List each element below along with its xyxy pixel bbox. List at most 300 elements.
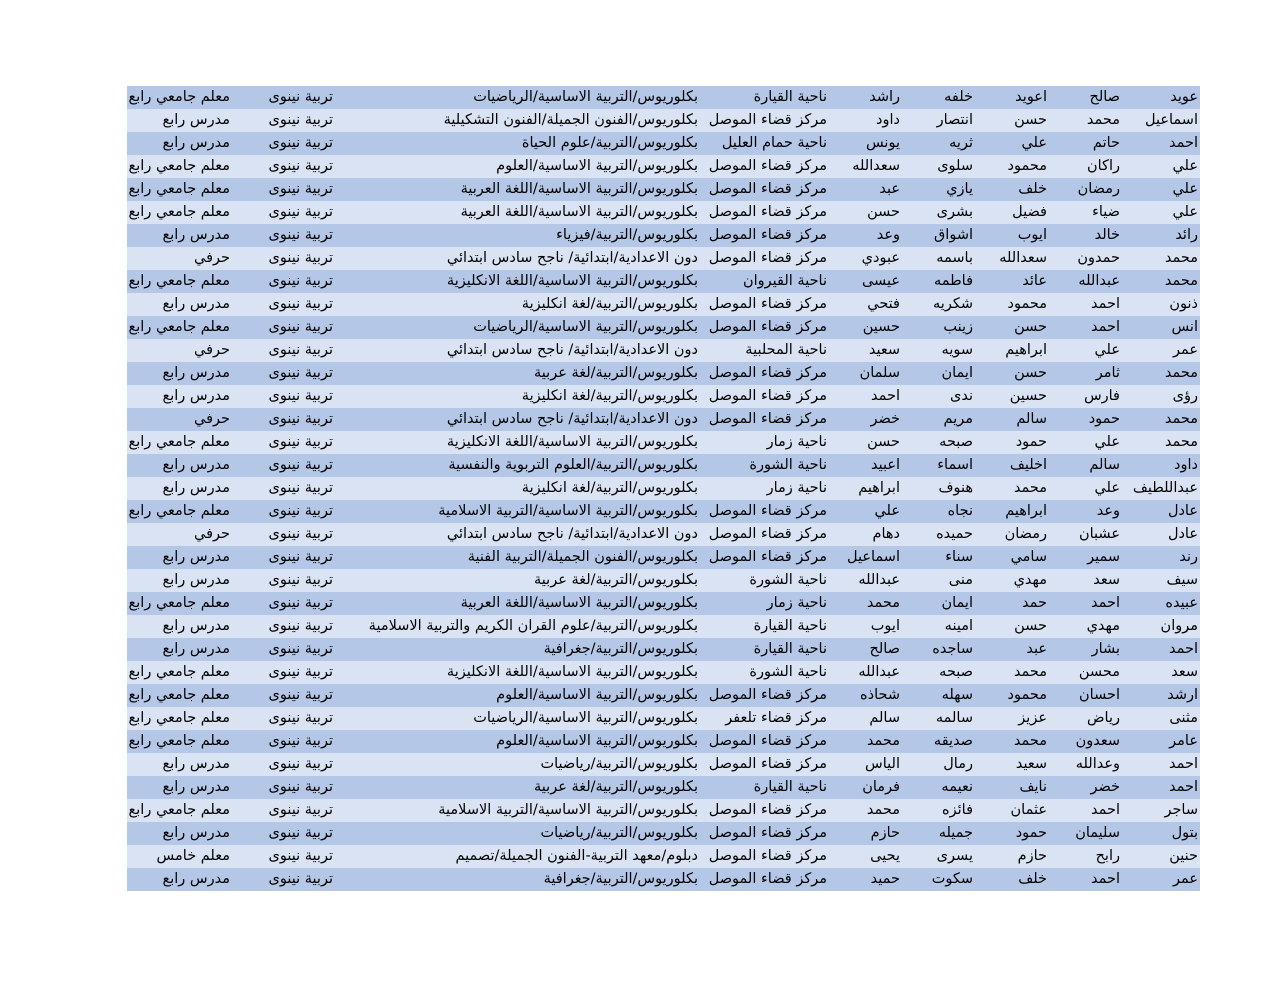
grandfather-name-cell: رمضان: [1004, 526, 1047, 542]
mother-father-name-cell: خضر: [870, 411, 900, 427]
first-name-cell: عبيده: [1165, 595, 1198, 611]
directorate-cell: تربية نينوى: [268, 503, 333, 519]
father-name-cell: محسن: [1078, 664, 1120, 680]
location-cell: مركز قضاء الموصل: [708, 848, 827, 864]
directorate-cell: تربية نينوى: [268, 434, 333, 450]
grandfather-name-cell: محمد: [1013, 480, 1047, 496]
grandfather-name-cell: علي: [1021, 135, 1047, 151]
mother-name-cell: ايمان: [941, 365, 973, 381]
grandfather-name-cell: سامي: [1010, 549, 1047, 565]
directorate-cell: تربية نينوى: [268, 480, 333, 496]
qualification-cell: بكلوريوس/التربية الاساسية/اللغة العربية: [460, 204, 698, 220]
mother-name-cell: نجاه: [947, 503, 973, 519]
grandfather-name-cell: ابراهيم: [1005, 503, 1047, 519]
mother-name-cell: صبحه: [939, 434, 973, 450]
qualification-cell: بكلوريوس/التربية الاساسية/العلوم: [496, 733, 698, 749]
qualification-cell: بكلوريوس/التربية/لغة انكليزية: [521, 296, 698, 312]
grandfather-name-cell: سعدالله: [999, 250, 1047, 266]
father-name-cell: ضياء: [1092, 204, 1120, 220]
location-cell: مركز قضاء الموصل: [708, 365, 827, 381]
qualification-cell: بكلوريوس/التربية الاساسية/التربية الاسلامية: [438, 503, 698, 519]
mother-name-cell: سكوت: [931, 871, 973, 887]
table-row: [127, 477, 1200, 500]
grandfather-name-cell: مهدي: [1013, 572, 1047, 588]
location-cell: ناحية القيارة: [753, 641, 827, 657]
grandfather-name-cell: اعويد: [1015, 89, 1047, 105]
grandfather-name-cell: حمود: [1015, 825, 1047, 841]
grandfather-name-cell: حسن: [1014, 365, 1047, 381]
mother-father-name-cell: راشد: [869, 89, 900, 105]
mother-father-name-cell: حسين: [862, 319, 900, 335]
mother-father-name-cell: ابراهيم: [858, 480, 900, 496]
first-name-cell: اسماعيل: [1145, 112, 1198, 128]
job-title-cell: مدرس رابع: [162, 549, 230, 565]
father-name-cell: سليمان: [1075, 825, 1120, 841]
table-row: [127, 592, 1200, 615]
father-name-cell: احمد: [1091, 296, 1120, 312]
mother-father-name-cell: سلمان: [859, 365, 900, 381]
location-cell: مركز قضاء الموصل: [708, 733, 827, 749]
job-title-cell: مدرس رابع: [162, 112, 230, 128]
table-row: [127, 270, 1200, 293]
job-title-cell: معلم جامعي رابع: [128, 181, 230, 197]
mother-name-cell: رمال: [943, 756, 973, 772]
mother-father-name-cell: شحاذه: [860, 687, 900, 703]
directorate-cell: تربية نينوى: [268, 204, 333, 220]
spreadsheet-table: [127, 86, 1200, 891]
job-title-cell: معلم خامس: [156, 848, 230, 864]
directorate-cell: تربية نينوى: [268, 641, 333, 657]
job-title-cell: مدرس رابع: [162, 572, 230, 588]
table-row: [127, 638, 1200, 661]
mother-father-name-cell: فرمان: [862, 779, 900, 795]
father-name-cell: مهدي: [1086, 618, 1120, 634]
table-row: [127, 316, 1200, 339]
mother-father-name-cell: عبد: [879, 181, 900, 197]
mother-name-cell: صديقه: [933, 733, 973, 749]
table-row: [127, 454, 1200, 477]
directorate-cell: تربية نينوى: [268, 273, 333, 289]
location-cell: ناحية زمار: [766, 480, 827, 496]
grandfather-name-cell: عائد: [1022, 273, 1047, 289]
directorate-cell: تربية نينوى: [268, 365, 333, 381]
directorate-cell: تربية نينوى: [268, 296, 333, 312]
qualification-cell: دون الاعدادية/ابتدائية/ ناجح سادس ابتدائي: [446, 342, 698, 358]
directorate-cell: تربية نينوى: [268, 825, 333, 841]
mother-name-cell: هنوف: [938, 480, 973, 496]
qualification-cell: بكلوريوس/التربية/لغة عربية: [534, 572, 698, 588]
location-cell: مركز قضاء الموصل: [708, 825, 827, 841]
job-title-cell: معلم جامعي رابع: [128, 802, 230, 818]
mother-father-name-cell: اعبيد: [870, 457, 900, 473]
table-row: [127, 339, 1200, 362]
mother-father-name-cell: الياس: [865, 756, 900, 772]
qualification-cell: بكلوريوس/التربية الاساسية/الرياضيات: [473, 89, 698, 105]
table-row: [127, 661, 1200, 684]
directorate-cell: تربية نينوى: [268, 112, 333, 128]
mother-father-name-cell: دهام: [872, 526, 900, 542]
qualification-cell: بكلوريوس/التربية الاساسية/اللغة الانكليزية: [446, 434, 698, 450]
father-name-cell: وعد: [1096, 503, 1120, 519]
first-name-cell: عادل: [1167, 503, 1198, 519]
father-name-cell: سالم: [1089, 457, 1120, 473]
directorate-cell: تربية نينوى: [268, 710, 333, 726]
mother-father-name-cell: علي: [874, 503, 900, 519]
mother-father-name-cell: سالم: [869, 710, 900, 726]
qualification-cell: بكلوريوس/التربية الاساسية/اللغة العربية: [460, 595, 698, 611]
father-name-cell: ثامر: [1095, 365, 1120, 381]
directorate-cell: تربية نينوى: [268, 526, 333, 542]
job-title-cell: مدرس رابع: [162, 457, 230, 473]
mother-father-name-cell: اسماعيل: [847, 549, 900, 565]
job-title-cell: حرفي: [194, 526, 230, 542]
mother-name-cell: فائزه: [942, 802, 973, 818]
father-name-cell: راكان: [1086, 158, 1120, 174]
job-title-cell: معلم جامعي رابع: [128, 595, 230, 611]
qualification-cell: بكلوريوس/التربية/لغة انكليزية: [521, 480, 698, 496]
location-cell: مركز قضاء الموصل: [708, 250, 827, 266]
table-row: [127, 109, 1200, 132]
table-row: [127, 569, 1200, 592]
grandfather-name-cell: سالم: [1016, 411, 1047, 427]
directorate-cell: تربية نينوى: [268, 250, 333, 266]
mother-name-cell: شكريه: [933, 296, 973, 312]
grandfather-name-cell: نايف: [1019, 779, 1047, 795]
location-cell: مركز قضاء الموصل: [708, 411, 827, 427]
location-cell: ناحية زمار: [766, 595, 827, 611]
location-cell: مركز قضاء الموصل: [708, 204, 827, 220]
location-cell: مركز قضاء تلعفر: [725, 710, 827, 726]
grandfather-name-cell: محمد: [1013, 664, 1047, 680]
father-name-cell: رابح: [1095, 848, 1120, 864]
father-name-cell: صالح: [1089, 89, 1120, 105]
location-cell: ناحية الشورة: [749, 457, 827, 473]
location-cell: مركز قضاء الموصل: [708, 871, 827, 887]
mother-name-cell: ايمان: [941, 595, 973, 611]
directorate-cell: تربية نينوى: [268, 411, 333, 427]
qualification-cell: بكلوريوس/التربية/جغرافية: [543, 641, 698, 657]
table-row: [127, 155, 1200, 178]
first-name-cell: احمد: [1169, 779, 1198, 795]
first-name-cell: رؤى: [1172, 388, 1198, 404]
job-title-cell: مدرس رابع: [162, 756, 230, 772]
directorate-cell: تربية نينوى: [268, 871, 333, 887]
father-name-cell: محمد: [1086, 112, 1120, 128]
mother-father-name-cell: يونس: [865, 135, 900, 151]
mother-name-cell: سالمه: [935, 710, 973, 726]
qualification-cell: دون الاعدادية/ابتدائية/ ناجح سادس ابتدائي: [446, 526, 698, 542]
first-name-cell: رائد: [1175, 227, 1198, 243]
job-title-cell: مدرس رابع: [162, 227, 230, 243]
mother-name-cell: سويه: [941, 342, 973, 358]
mother-name-cell: ندى: [950, 388, 973, 404]
qualification-cell: بكلوريوس/التربية/علوم الحياة: [521, 135, 698, 151]
table-row: [127, 707, 1200, 730]
father-name-cell: رياض: [1087, 710, 1120, 726]
father-name-cell: خضر: [1090, 779, 1120, 795]
grandfather-name-cell: حسن: [1014, 112, 1047, 128]
first-name-cell: محمد: [1164, 411, 1198, 427]
grandfather-name-cell: خلف: [1018, 871, 1047, 887]
table-row: [127, 822, 1200, 845]
mother-father-name-cell: سعيد: [868, 342, 900, 358]
directorate-cell: تربية نينوى: [268, 457, 333, 473]
father-name-cell: رمضان: [1077, 181, 1120, 197]
qualification-cell: بكلوريوس/التربية الاساسية/العلوم: [496, 687, 698, 703]
directorate-cell: تربية نينوى: [268, 158, 333, 174]
first-name-cell: مروان: [1160, 618, 1198, 634]
qualification-cell: بكلوريوس/التربية/لغة انكليزية: [521, 388, 698, 404]
father-name-cell: سمير: [1087, 549, 1120, 565]
job-title-cell: مدرس رابع: [162, 641, 230, 657]
first-name-cell: ساجر: [1164, 802, 1198, 818]
mother-name-cell: خلفه: [944, 89, 973, 105]
job-title-cell: معلم جامعي رابع: [128, 158, 230, 174]
father-name-cell: احمد: [1091, 319, 1120, 335]
qualification-cell: دون الاعدادية/ابتدائية/ ناجح سادس ابتدائي: [446, 411, 698, 427]
table-row: [127, 201, 1200, 224]
table-row: [127, 776, 1200, 799]
location-cell: ناحية المحلبية: [745, 342, 827, 358]
grandfather-name-cell: حمود: [1015, 434, 1047, 450]
directorate-cell: تربية نينوى: [268, 388, 333, 404]
grandfather-name-cell: حمد: [1022, 595, 1047, 611]
qualification-cell: دون الاعدادية/ابتدائية/ ناجح سادس ابتدائي: [446, 250, 698, 266]
first-name-cell: مثنى: [1169, 710, 1198, 726]
grandfather-name-cell: عبد: [1026, 641, 1047, 657]
mother-father-name-cell: عيسى: [861, 273, 900, 289]
father-name-cell: عشبان: [1078, 526, 1120, 542]
directorate-cell: تربية نينوى: [268, 549, 333, 565]
job-title-cell: حرفي: [194, 250, 230, 266]
location-cell: ناحية الشورة: [749, 572, 827, 588]
directorate-cell: تربية نينوى: [268, 342, 333, 358]
mother-name-cell: حميده: [936, 526, 973, 542]
mother-name-cell: يسرى: [936, 848, 973, 864]
first-name-cell: عويد: [1170, 89, 1198, 105]
directorate-cell: تربية نينوى: [268, 848, 333, 864]
qualification-cell: بكلوريوس/التربية الاساسية/الرياضيات: [473, 319, 698, 335]
job-title-cell: معلم جامعي رابع: [128, 434, 230, 450]
directorate-cell: تربية نينوى: [268, 89, 333, 105]
table-row: [127, 178, 1200, 201]
mother-father-name-cell: حازم: [870, 825, 900, 841]
father-name-cell: عبدالله: [1078, 273, 1120, 289]
grandfather-name-cell: حسن: [1014, 319, 1047, 335]
mother-name-cell: فاطمه: [933, 273, 973, 289]
qualification-cell: بكلوريوس/الفنون الجميلة/الفنون التشكيلية: [443, 112, 698, 128]
mother-father-name-cell: ايوب: [870, 618, 900, 634]
location-cell: مركز قضاء الموصل: [708, 227, 827, 243]
qualification-cell: بكلوريوس/التربية الاساسية/التربية الاسلامية: [438, 802, 698, 818]
grandfather-name-cell: محمود: [1007, 296, 1047, 312]
father-name-cell: سعد: [1093, 572, 1120, 588]
mother-father-name-cell: حسن: [867, 434, 900, 450]
mother-father-name-cell: محمد: [866, 733, 900, 749]
mother-father-name-cell: عبدالله: [858, 572, 900, 588]
grandfather-name-cell: ابراهيم: [1005, 342, 1047, 358]
grandfather-name-cell: خلف: [1018, 181, 1047, 197]
table-row: [127, 845, 1200, 868]
table-row: [127, 132, 1200, 155]
location-cell: مركز قضاء الموصل: [708, 802, 827, 818]
job-title-cell: معلم جامعي رابع: [128, 89, 230, 105]
table-row: [127, 730, 1200, 753]
father-name-cell: حمود: [1088, 411, 1120, 427]
directorate-cell: تربية نينوى: [268, 135, 333, 151]
job-title-cell: مدرس رابع: [162, 388, 230, 404]
first-name-cell: احمد: [1169, 641, 1198, 657]
directorate-cell: تربية نينوى: [268, 733, 333, 749]
father-name-cell: خالد: [1094, 227, 1120, 243]
job-title-cell: مدرس رابع: [162, 135, 230, 151]
table-row: [127, 868, 1200, 891]
father-name-cell: علي: [1094, 342, 1120, 358]
first-name-cell: داود: [1174, 457, 1198, 473]
mother-name-cell: زينب: [943, 319, 973, 335]
table-row: [127, 615, 1200, 638]
directorate-cell: تربية نينوى: [268, 756, 333, 772]
location-cell: ناحية الشورة: [749, 664, 827, 680]
location-cell: مركز قضاء الموصل: [708, 296, 827, 312]
location-cell: مركز قضاء الموصل: [708, 158, 827, 174]
location-cell: مركز قضاء الموصل: [708, 687, 827, 703]
grandfather-name-cell: حسين: [1009, 388, 1047, 404]
father-name-cell: احمد: [1091, 871, 1120, 887]
mother-name-cell: سناء: [945, 549, 973, 565]
grandfather-name-cell: ايوب: [1017, 227, 1047, 243]
mother-name-cell: جميله: [938, 825, 973, 841]
location-cell: مركز قضاء الموصل: [708, 549, 827, 565]
table-row: [127, 546, 1200, 569]
qualification-cell: بكلوريوس/التربية/رياضيات: [540, 756, 698, 772]
job-title-cell: معلم جامعي رابع: [128, 319, 230, 335]
location-cell: ناحية القيارة: [753, 89, 827, 105]
job-title-cell: مدرس رابع: [162, 480, 230, 496]
job-title-cell: معلم جامعي رابع: [128, 273, 230, 289]
job-title-cell: معلم جامعي رابع: [128, 664, 230, 680]
qualification-cell: بكلوريوس/التربية/لغة عربية: [534, 365, 698, 381]
mother-father-name-cell: احمد: [871, 388, 900, 404]
qualification-cell: بكلوريوس/الفنون الجميلة/التربية الفنية: [467, 549, 698, 565]
mother-father-name-cell: محمد: [866, 595, 900, 611]
grandfather-name-cell: اخليف: [1009, 457, 1047, 473]
mother-name-cell: يازي: [946, 181, 973, 197]
location-cell: ناحية القيارة: [753, 779, 827, 795]
qualification-cell: بكلوريوس/التربية/علوم القران الكريم والتربية الاسلامية: [368, 618, 698, 634]
location-cell: ناحية القيارة: [753, 618, 827, 634]
job-title-cell: مدرس رابع: [162, 779, 230, 795]
qualification-cell: بكلوريوس/التربية الاساسية/العلوم: [496, 158, 698, 174]
first-name-cell: علي: [1172, 181, 1198, 197]
first-name-cell: عمر: [1172, 871, 1198, 887]
first-name-cell: حنين: [1169, 848, 1198, 864]
first-name-cell: احمد: [1169, 756, 1198, 772]
grandfather-name-cell: عزيز: [1018, 710, 1047, 726]
mother-name-cell: انتصار: [936, 112, 973, 128]
father-name-cell: احمد: [1091, 802, 1120, 818]
grandfather-name-cell: سعيد: [1015, 756, 1047, 772]
table-row: [127, 753, 1200, 776]
first-name-cell: محمد: [1164, 250, 1198, 266]
job-title-cell: مدرس رابع: [162, 365, 230, 381]
job-title-cell: معلم جامعي رابع: [128, 733, 230, 749]
qualification-cell: بكلوريوس/التربية/رياضيات: [540, 825, 698, 841]
directorate-cell: تربية نينوى: [268, 227, 333, 243]
job-title-cell: مدرس رابع: [162, 825, 230, 841]
grandfather-name-cell: فضيل: [1012, 204, 1047, 220]
first-name-cell: علي: [1172, 158, 1198, 174]
table-row: [127, 224, 1200, 247]
table-row: [127, 408, 1200, 431]
table-row: [127, 799, 1200, 822]
directorate-cell: تربية نينوى: [268, 572, 333, 588]
first-name-cell: عبداللطيف: [1132, 480, 1198, 496]
job-title-cell: مدرس رابع: [162, 871, 230, 887]
first-name-cell: ارشد: [1167, 687, 1198, 703]
first-name-cell: ذنون: [1169, 296, 1198, 312]
location-cell: مركز قضاء الموصل: [708, 756, 827, 772]
mother-name-cell: مريم: [943, 411, 973, 427]
directorate-cell: تربية نينوى: [268, 687, 333, 703]
mother-name-cell: اسماء: [937, 457, 973, 473]
location-cell: مركز قضاء الموصل: [708, 112, 827, 128]
directorate-cell: تربية نينوى: [268, 319, 333, 335]
mother-father-name-cell: يحيى: [870, 848, 900, 864]
mother-father-name-cell: وعد: [876, 227, 900, 243]
table-row: [127, 385, 1200, 408]
mother-name-cell: منى: [948, 572, 973, 588]
father-name-cell: علي: [1094, 434, 1120, 450]
qualification-cell: بكلوريوس/التربية الاساسية/اللغة الانكليزية: [446, 664, 698, 680]
qualification-cell: بكلوريوس/التربية الاساسية/اللغة العربية: [460, 181, 698, 197]
directorate-cell: تربية نينوى: [268, 802, 333, 818]
first-name-cell: رند: [1179, 549, 1198, 565]
job-title-cell: حرفي: [194, 411, 230, 427]
directorate-cell: تربية نينوى: [268, 595, 333, 611]
mother-father-name-cell: عبدالله: [858, 664, 900, 680]
mother-father-name-cell: فتحي: [867, 296, 900, 312]
mother-father-name-cell: داود: [876, 112, 900, 128]
first-name-cell: سعد: [1171, 664, 1198, 680]
mother-name-cell: اشواق: [934, 227, 973, 243]
qualification-cell: دبلوم/معهد التربية-الفنون الجميلة/تصميم: [455, 848, 698, 864]
grandfather-name-cell: حسن: [1014, 618, 1047, 634]
qualification-cell: بكلوريوس/التربية الاساسية/الرياضيات: [473, 710, 698, 726]
job-title-cell: مدرس رابع: [162, 618, 230, 634]
father-name-cell: حمدون: [1077, 250, 1120, 266]
mother-name-cell: سهله: [941, 687, 973, 703]
job-title-cell: معلم جامعي رابع: [128, 710, 230, 726]
mother-father-name-cell: سعدالله: [852, 158, 900, 174]
grandfather-name-cell: محمود: [1007, 158, 1047, 174]
table-row: [127, 247, 1200, 270]
first-name-cell: بتول: [1171, 825, 1198, 841]
location-cell: مركز قضاء الموصل: [708, 388, 827, 404]
directorate-cell: تربية نينوى: [268, 618, 333, 634]
table-row: [127, 500, 1200, 523]
qualification-cell: بكلوريوس/التربية/فيزياء: [556, 227, 698, 243]
mother-name-cell: سلوى: [937, 158, 973, 174]
location-cell: ناحية القيروان: [742, 273, 827, 289]
mother-name-cell: ساجده: [932, 641, 973, 657]
table-row: [127, 431, 1200, 454]
directorate-cell: تربية نينوى: [268, 181, 333, 197]
grandfather-name-cell: حازم: [1017, 848, 1047, 864]
qualification-cell: بكلوريوس/التربية/العلوم التربوية والنفسية: [448, 457, 698, 473]
mother-name-cell: باسمه: [936, 250, 973, 266]
mother-father-name-cell: حميد: [870, 871, 900, 887]
